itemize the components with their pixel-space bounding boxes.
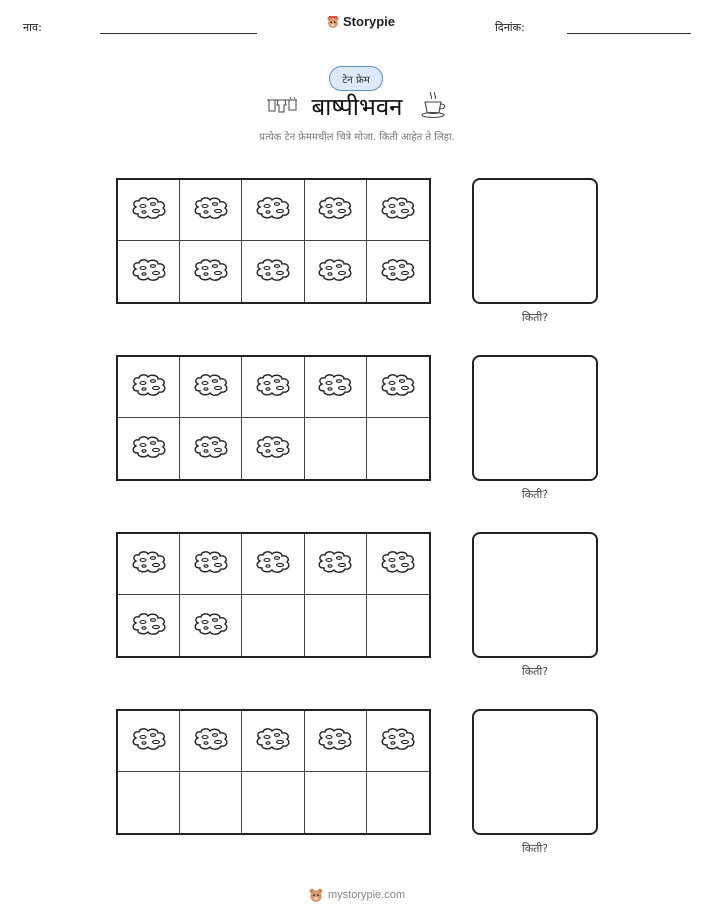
frame-cell [180,180,242,241]
frame-cell [305,595,367,656]
answer-label-4: किती? [521,842,549,855]
frame-cell [367,772,429,833]
frame-cell [367,357,429,418]
frame-cell [242,534,304,595]
frame-cell [118,772,180,833]
puddle-icon [378,726,418,756]
frame-cell [242,772,304,833]
steaming-cup-icon [420,90,448,120]
frame-cell [180,772,242,833]
puddle-icon [253,726,293,756]
puddle-icon [315,726,355,756]
frame-cell [118,595,180,656]
puddle-icon [315,549,355,579]
puddle-icon [129,257,169,287]
frame-cell [367,711,429,772]
frame-cell [367,180,429,241]
frame-cell [242,418,304,479]
bear-mascot-icon [308,887,324,903]
bear-mascot-icon [326,15,340,29]
answer-box-1[interactable] [472,178,598,304]
ten-frame-4 [116,709,431,835]
frame-cell [305,180,367,241]
brand-name: Storypie [343,14,396,29]
puddle-icon [378,372,418,402]
puddle-icon [253,434,293,464]
frame-cell [118,418,180,479]
puddle-icon [191,549,231,579]
ten-frame-2 [116,355,431,481]
worksheet-tag: टेन फ्रेम [329,66,383,91]
frame-cell [242,357,304,418]
name-line[interactable] [100,33,257,34]
frame-cell [305,772,367,833]
answer-box-3[interactable] [472,532,598,658]
frame-cell [118,180,180,241]
frame-cell [242,241,304,302]
puddle-icon [315,372,355,402]
frame-cell [367,241,429,302]
puddle-icon [191,195,231,225]
instructions: प्रत्येक टेन फ्रेममधील चित्रे मोजा. किती आहेत ते लिहा. [259,132,455,143]
frame-cell [180,357,242,418]
date-line[interactable] [567,33,691,34]
puddle-icon [378,257,418,287]
frame-cell [118,357,180,418]
frame-cell [367,534,429,595]
puddle-icon [315,257,355,287]
date-label: दिनांक: [495,21,525,34]
frame-cell [305,418,367,479]
frame-cell [367,418,429,479]
frame-cell [118,711,180,772]
puddle-icon [253,257,293,287]
puddle-icon [129,726,169,756]
puddle-icon [191,434,231,464]
puddle-icon [253,195,293,225]
frame-cell [180,241,242,302]
frame-cell [118,241,180,302]
frame-cell [305,534,367,595]
answer-label-2: किती? [521,488,549,501]
footer-site: mystorypie.com [328,889,406,901]
frame-cell [305,241,367,302]
ten-frame-3 [116,532,431,658]
frame-cell [305,711,367,772]
puddle-icon [191,257,231,287]
puddle-icon [191,372,231,402]
ten-frame-1 [116,178,431,304]
frame-cell [180,711,242,772]
puddle-icon [315,195,355,225]
puddle-icon [378,549,418,579]
puddle-icon [129,195,169,225]
footer [308,887,405,903]
puddle-icon [129,611,169,641]
frame-cell [367,595,429,656]
frame-cell [118,534,180,595]
frame-cell [180,595,242,656]
puddle-icon [129,549,169,579]
puddle-icon [253,549,293,579]
puddle-icon [378,195,418,225]
puddle-icon [253,372,293,402]
frame-cell [242,595,304,656]
answer-label-3: किती? [521,665,549,678]
name-label: नाव: [23,21,42,34]
frame-cell [180,418,242,479]
frame-cell [242,180,304,241]
frame-cell [180,534,242,595]
puddle-icon [191,611,231,641]
puddle-icon [191,726,231,756]
frame-cell [305,357,367,418]
frame-cell [242,711,304,772]
puddle-icon [129,434,169,464]
page-title: बाष्पीभवन [311,93,403,121]
answer-label-1: किती? [521,311,549,324]
brand-logo [326,14,395,29]
answer-box-2[interactable] [472,355,598,481]
answer-box-4[interactable] [472,709,598,835]
puddle-icon [129,372,169,402]
